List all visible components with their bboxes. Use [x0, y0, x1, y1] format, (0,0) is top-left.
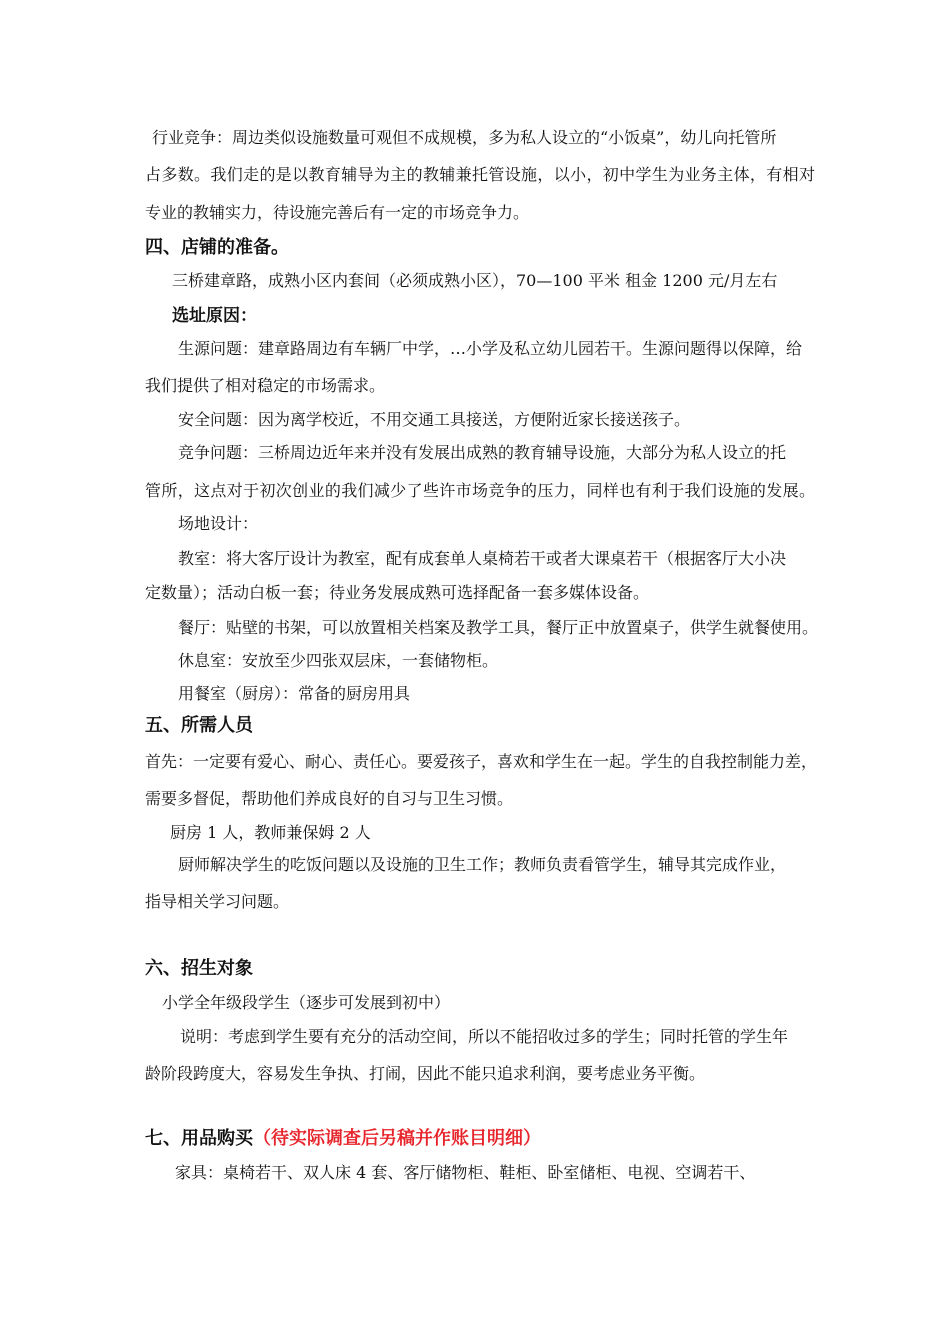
classroom-line-2: 定数量）；活动白板一套；待业务发展成熟可选择配备一套多媒体设备。 [145, 583, 650, 602]
competition-line-3: 专业的教辅实力，待设施完善后有一定的市场竞争力。 [145, 203, 530, 222]
first-line-2: 需要多督促，帮助他们养成良好的自习与卫生习惯。 [145, 789, 514, 808]
section-7-heading [145, 1128, 541, 1150]
compete-line-2: 管所，这点对于初次创业的我们减少了些许市场竞争的压力，同样也有利于我们设施的发展。 [145, 481, 815, 500]
source-line-1: 生源问题：建章路周边有车辆厂中学，…小学及私立幼儿园若干。生源问题得以保障，给 [178, 339, 803, 358]
compete-line-1: 竞争问题：三桥周边近年来并没有发展出成熟的教育辅导设施，大部分为私人设立的托 [178, 443, 787, 462]
rest-text: 休息室：安放至少四张双层床，一套储物柜。 [178, 651, 499, 670]
duty-line-2: 指导相关学习问题。 [145, 892, 290, 911]
note-line-1: 说明：考虑到学生要有充分的活动空间，所以不能招收过多的学生；同时托管的学生年 [180, 1027, 789, 1046]
kitchen-text: 用餐室（厨房）：常备的厨房用具 [178, 684, 411, 703]
safety-text: 安全问题：因为离学校近，不用交通工具接送，方便附近家长接送孩子。 [178, 410, 691, 429]
competition-line-1: 行业竞争：周边类似设施数量可观但不成规模，多为私人设立的“小饭桌”，幼儿向托管所 [152, 128, 777, 147]
section-5-heading: 五、所需人员 [145, 715, 253, 736]
source-line-2: 我们提供了相对稳定的市场需求。 [145, 376, 386, 395]
furniture-text: 家具：桌椅若干、双人床 4 套、客厅储物柜、鞋柜、卧室储柜、电视、空调若干、 [175, 1163, 756, 1182]
section-6-heading: 六、招生对象 [145, 958, 253, 979]
competition-line-2: 占多数。我们走的是以教育辅导为主的教辅兼托管设施，以小，初中学生为业务主体，有相对 [145, 165, 815, 184]
section-4-heading: 四、店铺的准备。 [145, 237, 289, 258]
staff-text: 厨房 1 人，教师兼保姆 2 人 [170, 823, 371, 842]
duty-line-1: 厨师解决学生的吃饭问题以及设施的卫生工作；教师负责看管学生，辅导其完成作业， [178, 855, 787, 874]
section-7-title: 七、用品购买 [145, 1128, 253, 1149]
first-line-1: 首先：一定要有爱心、耐心、责任心。要爱孩子，喜欢和学生在一起。学生的自我控制能力差， [145, 752, 818, 771]
site-reason-heading: 选址原因： [172, 306, 257, 326]
target-text: 小学全年级段学生（逐步可发展到初中） [162, 993, 451, 1012]
dining-text: 餐厅：贴壁的书架，可以放置相关档案及教学工具，餐厅正中放置桌子，供学生就餐使用。 [178, 618, 819, 637]
note-line-2: 龄阶段跨度大，容易发生争执、打闹，因此不能只追求利润，要考虑业务平衡。 [145, 1064, 706, 1083]
location-text: 三桥建章路，成熟小区内套间（必须成熟小区），70—100 平米 租金 1200 元/月左右 [172, 271, 778, 290]
design-heading: 场地设计： [178, 514, 259, 533]
classroom-line-1: 教室：将大客厅设计为教室，配有成套单人桌椅若干或者大课桌若干（根据客厅大小决 [178, 549, 787, 568]
section-7-title-note: （待实际调查后另稿并作账目明细） [253, 1128, 541, 1149]
